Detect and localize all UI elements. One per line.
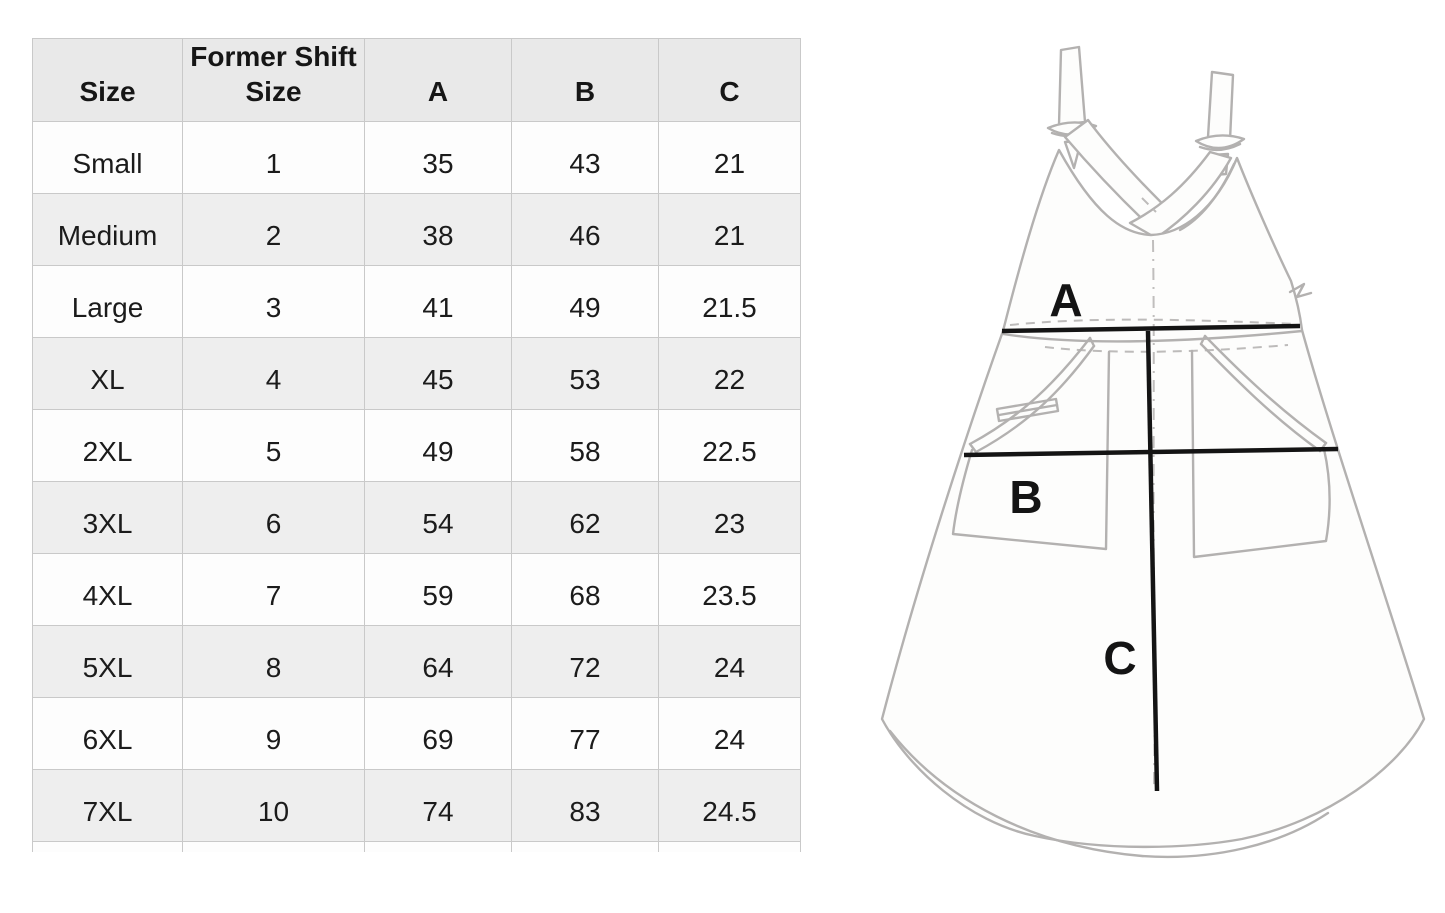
measurement-value-cell: 43 bbox=[512, 122, 659, 194]
measurement-value-cell: 45 bbox=[365, 338, 512, 410]
measurement-value-cell: 21 bbox=[659, 194, 801, 266]
empty-cell bbox=[365, 842, 512, 853]
measurement-value-cell: 23.5 bbox=[659, 554, 801, 626]
size-row-medium bbox=[33, 194, 801, 266]
empty-cell bbox=[183, 842, 365, 853]
measurement-value-cell: 23 bbox=[659, 482, 801, 554]
size-name-cell: 6XL bbox=[33, 698, 183, 770]
size-name-cell: Medium bbox=[33, 194, 183, 266]
size-row-xl bbox=[33, 338, 801, 410]
measurement-value-cell: 4 bbox=[183, 338, 365, 410]
measurement-value-cell: 5 bbox=[183, 410, 365, 482]
empty-cell bbox=[659, 842, 801, 853]
size-name-cell: 5XL bbox=[33, 626, 183, 698]
measurement-value-cell: 21.5 bbox=[659, 266, 801, 338]
size-row-3xl bbox=[33, 482, 801, 554]
measurement-value-cell: 53 bbox=[512, 338, 659, 410]
measurement-value-cell: 77 bbox=[512, 698, 659, 770]
measurement-value-cell: 10 bbox=[183, 770, 365, 842]
measurement-value-cell: 62 bbox=[512, 482, 659, 554]
measurement-value-cell: 24.5 bbox=[659, 770, 801, 842]
measurement-value-cell: 64 bbox=[365, 626, 512, 698]
size-name-cell: 7XL bbox=[33, 770, 183, 842]
measurement-value-cell: 22.5 bbox=[659, 410, 801, 482]
measurement-value-cell: 68 bbox=[512, 554, 659, 626]
size-row-small bbox=[33, 122, 801, 194]
measurement-value-cell: 9 bbox=[183, 698, 365, 770]
size-name-cell: Small bbox=[33, 122, 183, 194]
measurement-value-cell: 83 bbox=[512, 770, 659, 842]
size-row-large bbox=[33, 266, 801, 338]
size-name-cell: 3XL bbox=[33, 482, 183, 554]
empty-cell bbox=[33, 842, 183, 853]
measurement-value-cell: 74 bbox=[365, 770, 512, 842]
size-name-cell: XL bbox=[33, 338, 183, 410]
measurement-value-cell: 72 bbox=[512, 626, 659, 698]
measurement-value-cell: 41 bbox=[365, 266, 512, 338]
measurement-value-cell: 59 bbox=[365, 554, 512, 626]
measurement-value-cell: 7 bbox=[183, 554, 365, 626]
column-header-former-shift-size: Former Shift Size bbox=[183, 39, 365, 122]
header-row bbox=[33, 39, 801, 122]
measurement-label-a: A bbox=[1049, 274, 1083, 326]
column-header-b: B bbox=[512, 39, 659, 122]
column-header-size: Size bbox=[33, 39, 183, 122]
measurement-value-cell: 69 bbox=[365, 698, 512, 770]
measurement-value-cell: 24 bbox=[659, 626, 801, 698]
empty-cell bbox=[512, 842, 659, 853]
measurement-value-cell: 22 bbox=[659, 338, 801, 410]
measurement-label-c: C bbox=[1103, 632, 1137, 684]
measurement-label-b: B bbox=[1009, 471, 1043, 523]
garment-measurement-diagram bbox=[860, 0, 1445, 913]
measurement-value-cell: 8 bbox=[183, 626, 365, 698]
measurement-value-cell: 46 bbox=[512, 194, 659, 266]
measurement-value-cell: 24 bbox=[659, 698, 801, 770]
size-name-cell: 2XL bbox=[33, 410, 183, 482]
measurement-value-cell: 21 bbox=[659, 122, 801, 194]
size-name-cell: 4XL bbox=[33, 554, 183, 626]
size-row-6xl bbox=[33, 698, 801, 770]
measurement-value-cell: 49 bbox=[365, 410, 512, 482]
size-name-cell: Large bbox=[33, 266, 183, 338]
size-row-7xl bbox=[33, 770, 801, 842]
size-row-4xl bbox=[33, 554, 801, 626]
size-chart-table bbox=[32, 38, 801, 852]
size-row-5xl bbox=[33, 626, 801, 698]
measurement-value-cell: 54 bbox=[365, 482, 512, 554]
measurement-value-cell: 6 bbox=[183, 482, 365, 554]
column-header-c: C bbox=[659, 39, 801, 122]
measurement-value-cell: 35 bbox=[365, 122, 512, 194]
measurement-value-cell: 2 bbox=[183, 194, 365, 266]
clipped-partial-row bbox=[33, 842, 801, 853]
column-header-a: A bbox=[365, 39, 512, 122]
size-row-2xl bbox=[33, 410, 801, 482]
measurement-value-cell: 58 bbox=[512, 410, 659, 482]
measurement-value-cell: 3 bbox=[183, 266, 365, 338]
measurement-value-cell: 1 bbox=[183, 122, 365, 194]
measurement-value-cell: 38 bbox=[365, 194, 512, 266]
size-chart-container bbox=[32, 38, 802, 852]
measurement-value-cell: 49 bbox=[512, 266, 659, 338]
